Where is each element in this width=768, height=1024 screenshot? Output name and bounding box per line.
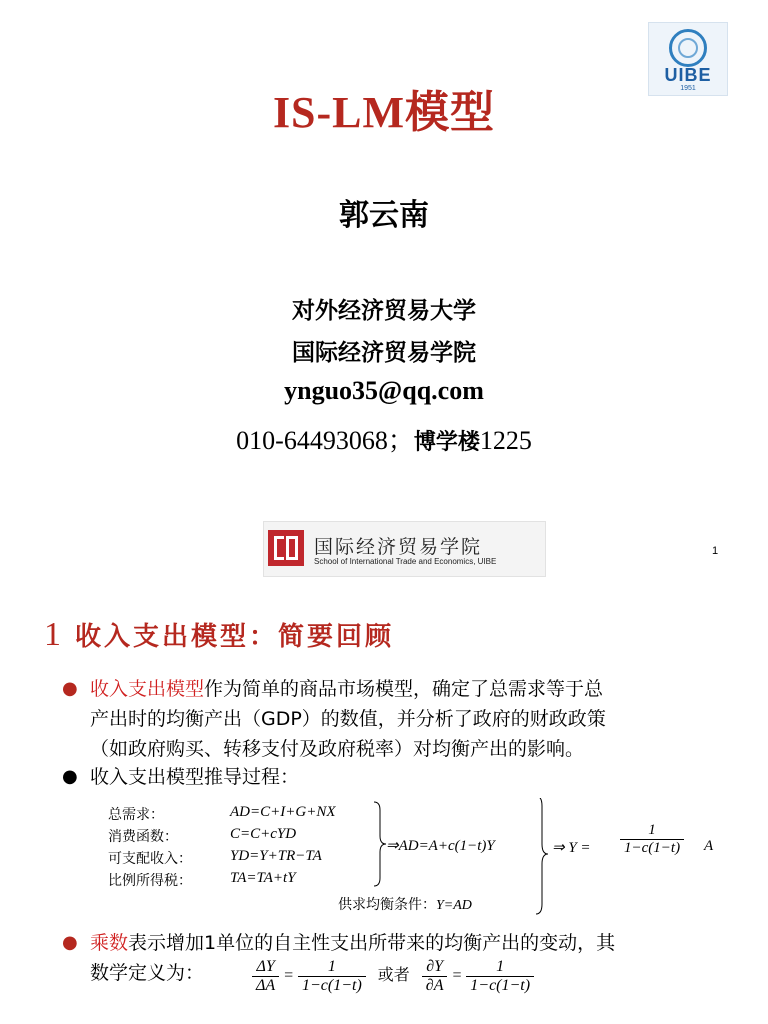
banner-english-name: School of International Trade and Economics, UIBE [314,557,497,566]
author-name: 郭云南 [339,198,429,233]
bullet-text: 收入支出模型推导过程： [90,766,300,788]
bullet-item [62,762,742,792]
result-lhs: ⇒ Y = [552,840,591,856]
derived-equation: ⇒AD=A+c(1−t)Y [386,838,495,854]
logo-year: 1951 [680,85,696,92]
section-number: 1 [44,616,61,653]
equation-label: 总需求： [108,807,164,823]
mult-denominator: ΔA [256,977,276,994]
bullet-dot-icon: ● [62,678,78,699]
slide-title: IS-LM模型 [272,88,496,137]
mult-partial-denominator: ∂A [425,977,444,994]
equation-expr: TA=TA+tY [230,870,296,886]
contact-email: ynguo35@qq.com [284,376,484,405]
bullet-text: 作为简单的商品市场模型，确定了总需求等于总 [204,678,604,700]
bullet-dot-icon: ● [62,932,78,953]
affiliation-school: 国际经济贸易学院 [292,339,476,366]
banner-chinese-name: 国际经济贸易学院 [314,536,483,558]
mult-partial-numerator: ∂Y [422,958,448,977]
multiplier-formula: $\frac{\Delta Y}{\Delta A}$ = $\frac{1}{1-c(1-t)}$ 或者 $\frac{\partial Y}{\partial A}$ = $\frac{1}{1-c(1-t)}$ [252,958,534,995]
office-building: 博学楼 [413,429,480,455]
bullet-text: 表示增加1单位的自主性支出所带来的均衡产出的变动，其 [128,932,616,954]
equilibrium-condition [338,894,472,914]
affiliation-university: 对外经济贸易大学 [292,297,476,324]
section-heading [44,616,394,654]
page-number: 1 [712,545,719,557]
mult-numerator: ΔY [252,958,279,977]
section-title: 收入支出模型：简要回顾 [75,622,395,652]
result-fraction [620,822,684,857]
equation-expr: YD=Y+TR−TA [230,848,322,864]
equation-label: 消费函数： [108,829,178,845]
result-tail: A [704,838,714,854]
mult-eq-numerator: 1 [466,958,534,977]
mult-eq-denominator: 1−c(1−t) [470,977,531,994]
mult-eq-denominator: 1−c(1−t) [301,977,362,994]
contact-phone [0,420,768,457]
globe-icon [669,29,707,67]
phone-number: 010-64493068； [236,426,414,455]
result-denominator: 1−c(1−t) [624,840,681,856]
mult-eq-numerator: 1 [298,958,366,977]
equation-expr: AD=C+I+G+NX [230,804,336,820]
equilibrium-expr: Y=AD [436,898,472,913]
school-banner [263,521,546,577]
bullet-text: 数学定义为： [90,962,205,984]
equation-label: 比例所得税： [108,873,192,889]
highlight-term: 收入支出模型 [90,678,205,700]
equilibrium-label: 供求均衡条件： [338,897,436,913]
content-slide [0,580,768,1024]
bullet-text: （如政府购买、转移支付及政府税率）对均衡产出的影响。 [90,738,585,760]
bullet-item [62,674,742,764]
bullet-text: 产出时的均衡产出（GDP）的数值，并分析了政府的财政政策 [90,708,606,730]
result-numerator: 1 [620,822,684,840]
mult-or: 或者 [377,965,410,985]
equation-label: 可支配收入： [108,851,192,867]
equation-expr: C=C+cYD [230,826,297,842]
school-emblem-icon [268,530,304,566]
derivation-block [100,798,760,918]
highlight-term: 乘数 [90,932,129,954]
office-room: 1225 [479,426,532,455]
logo-brand: UIBE [664,65,712,85]
bullet-dot-icon: ● [62,766,78,787]
